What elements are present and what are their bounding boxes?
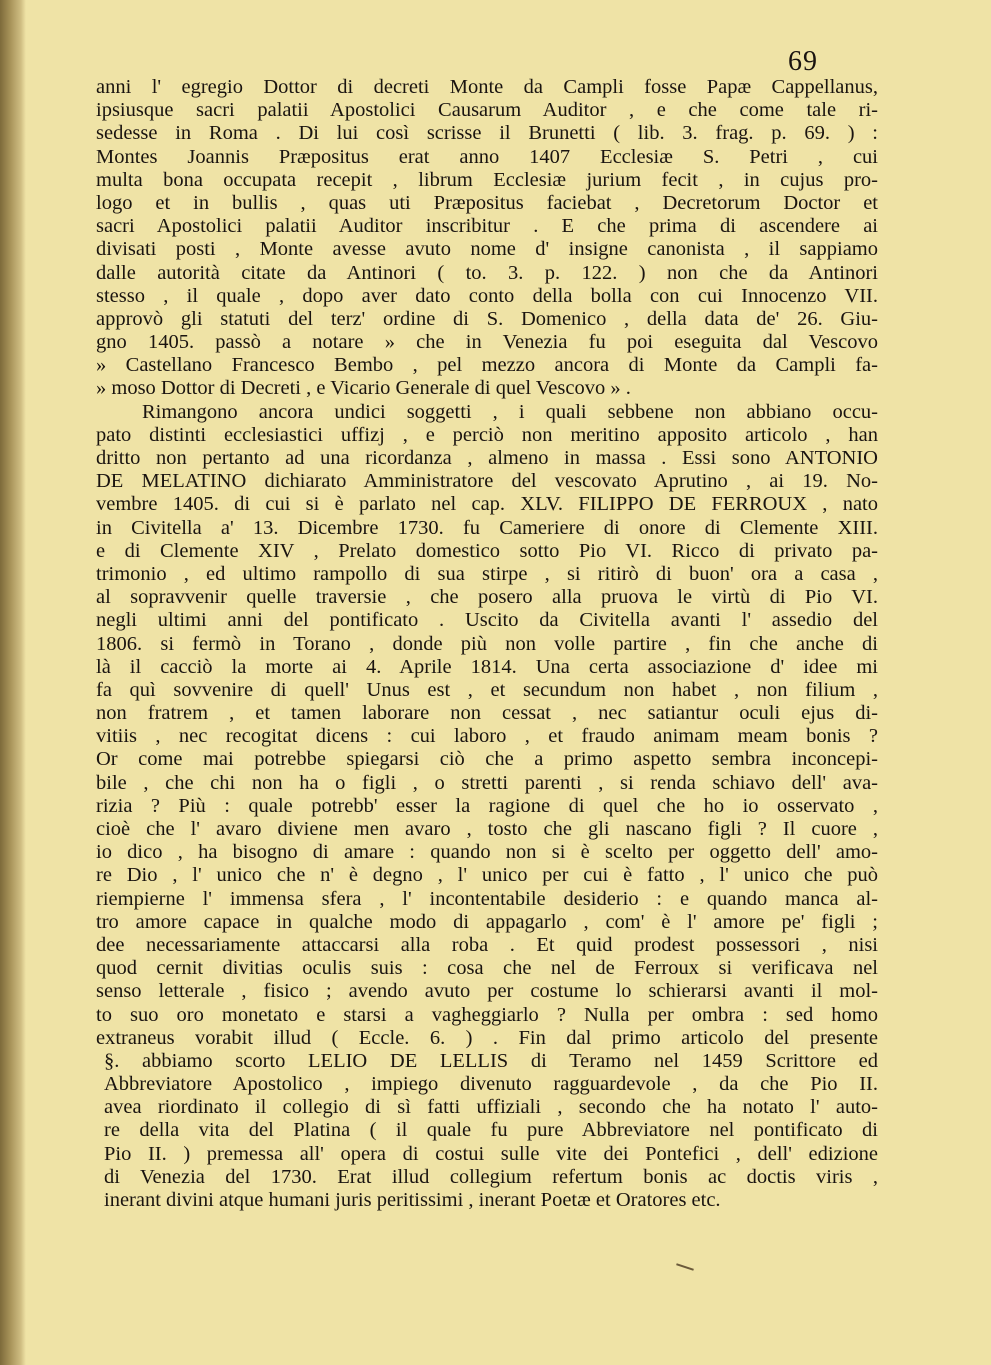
text-line: §. abbiamo scorto LELIO DE LELLIS di Teramo nel 1459 Scrittore ed <box>104 1049 878 1072</box>
text-line: fa quì sovvenire di quell' Unus est , et secundum non habet , non filium , <box>96 678 878 701</box>
text-line: riempierne l' immensa sfera , l' incontentabile desiderio : e quando manca al- <box>96 887 878 910</box>
text-line: negli ultimi anni del pontificato . Uscito da Civitella avanti l' assedio del <box>96 609 878 632</box>
text-line: Or come mai potrebbe spiegarsi ciò che a primo aspetto sembra inconcepi- <box>96 748 878 771</box>
text-line: al sopravvenir quelle traversie , che posero alla pruova le virtù di Pio VI. <box>96 586 878 609</box>
text-line: cioè che l' avaro diviene men avaro , tosto che gli nascano figli ? Il cuore , <box>96 818 878 840</box>
text-line: pato distinti ecclesiastici uffizj , e perciò non meritino apposito articolo , han <box>96 423 878 446</box>
ink-mark <box>676 1263 694 1270</box>
text-line: tro amore capace in qualche modo di appagarlo , com' è l' amore pe' figli ; <box>96 910 878 933</box>
text-line: non fratrem , et tamen laborare non cessat , nec satiantur oculi ejus di- <box>96 702 878 725</box>
text-line: gno 1405. passò a notare » che in Venezia fu poi eseguita dal Vescovo <box>96 331 878 354</box>
text-line: bile , che chi non ha o figli , o stretti parenti , si renda schiavo dell' ava- <box>96 771 878 794</box>
text-line: multa bona occupata recepit , librum Ecclesiæ jurium fecit , in cujus pro- <box>96 168 878 191</box>
text-line: approvò gli statuti del terz' ordine di S. Domenico , della data de' 26. Giu- <box>96 307 878 330</box>
text-line: anni l' egregio Dottor di decreti Monte da Campli fosse Papæ Cappellanus, <box>96 76 878 98</box>
text-line: » Castellano Francesco Bembo , pel mezzo ancora di Monte da Campli fa- <box>96 354 878 377</box>
text-line: Rimangono ancora undici soggetti , i quali sebbene non abbiano occu- <box>142 400 878 423</box>
text-line: di Venezia del 1730. Erat illud collegium refertum bonis ac doctis viris , <box>104 1165 878 1188</box>
text-line: stesso , il quale , dopo aver dato conto della bolla con cui Innocenzo VII. <box>96 284 878 307</box>
text-line: to suo oro monetato e starsi a vagheggiarlo ? Nulla per ombra : sed homo <box>96 1003 878 1026</box>
text-line: Montes Joannis Præpositus erat anno 1407 Ecclesiæ S. Petri , cui <box>96 145 878 168</box>
text-line: re Dio , l' unico che n' è degno , l' unico per cui è fatto , l' unico che può <box>96 864 878 887</box>
text-line: dritto non pertanto ad una ricordanza , almeno in massa . Essi sono ANTONIO <box>96 447 878 469</box>
text-line: vitiis , nec recogitat dicens : cui laboro , et fraudo animam meam bonis ? <box>96 725 878 748</box>
text-line: trimonio , ed ultimo rampollo di sua stirpe , si ritirò di buon' ora a casa , <box>96 562 878 585</box>
text-line: inerant divini atque humani juris peritissimi , inerant Poetæ et Oratores etc. <box>104 1189 721 1211</box>
text-line: sacri Apostolici palatii Auditor inscribitur . E che prima di ascendere ai <box>96 215 878 238</box>
text-line: ipsiusque sacri palatii Apostolici Causarum Auditor , e che come tale ri- <box>96 99 878 122</box>
text-line: Pio II. ) premessa all' opera di costui sulle vite dei Pontefici , dell' edizione <box>104 1142 878 1165</box>
text-line: divisati posti , Monte avesse avuto nome d' insigne canonista , il sappiamo <box>96 238 878 261</box>
text-line: vembre 1405. di cui si è parlato nel cap. XLV. FILIPPO DE FERROUX , nato <box>96 493 878 516</box>
binding-gutter <box>0 0 26 1365</box>
page-number: 69 <box>788 46 818 77</box>
text-line: rizia ? Più : quale potrebb' esser la ragione di quel che ho io osservato , <box>96 794 878 817</box>
text-line: 1806. si fermò in Torano , donde più non volle partire , fin che anche di <box>96 632 878 655</box>
text-line: logo et in bullis , quas uti Præpositus faciebat , Decretorum Doctor et <box>96 191 878 214</box>
text-line: extraneus vorabit illud ( Eccle. 6. ) . Fin dal primo articolo del presente <box>96 1026 878 1049</box>
text-line: io dico , ha bisogno di amare : quando non si è scelto per oggetto dell' amo- <box>96 841 878 864</box>
text-line: Abbreviatore Apostolico , impiego divenuto ragguardevole , da che Pio II. <box>104 1073 878 1096</box>
body-text <box>96 76 878 1212</box>
text-line: DE MELATINO dichiarato Amministratore del vescovato Aprutino , ai 19. No- <box>96 470 878 493</box>
text-line: quod cernit divitias oculis suis : cosa che nel de Ferroux si verificava nel <box>96 957 878 980</box>
text-line: là il cacciò la morte ai 4. Aprile 1814. Una certa associazione d' idee mi <box>96 655 878 678</box>
text-line: senso letterale , fisico ; avendo avuto per costume lo schierarsi avanti il mol- <box>96 980 878 1003</box>
text-line: » moso Dottor di Decreti , e Vicario Generale di quel Vescovo » . <box>96 377 631 400</box>
text-line: re della vita del Platina ( il quale fu pure Abbreviatore nel pontificato di <box>104 1119 878 1142</box>
text-line: sedesse in Roma . Di lui così scrisse il Brunetti ( lib. 3. frag. p. 69. ) : <box>96 122 878 145</box>
text-line: dee necessariamente attaccarsi alla roba . Et quid prodest possessori , nisi <box>96 933 878 956</box>
text-line: e di Clemente XIV , Prelato domestico sotto Pio VI. Ricco di privato pa- <box>96 539 878 562</box>
text-line: in Civitella a' 13. Dicembre 1730. fu Cameriere di onore di Clemente XIII. <box>96 516 878 539</box>
text-line: avea riordinato il collegio di sì fatti uffiziali , secondo che ha notato l' auto- <box>104 1096 878 1119</box>
text-line: dalle autorità citate da Antinori ( to. 3. p. 122. ) non che da Antinori <box>96 261 878 284</box>
